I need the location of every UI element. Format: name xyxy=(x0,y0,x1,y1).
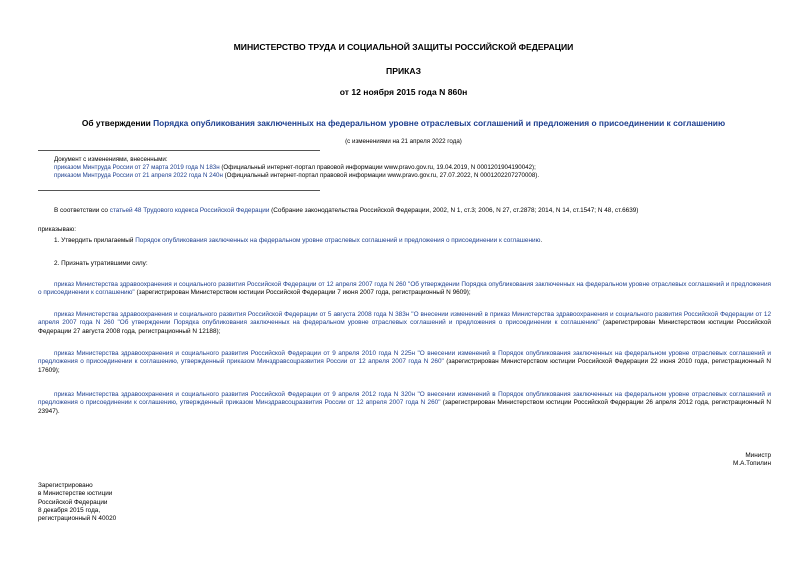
title-link[interactable]: Порядка опубликования заключенных на федеральном уровне отраслевых соглашений и предложения о присоединении к соглашению xyxy=(153,118,726,128)
ministry-heading: МИНИСТЕРСТВО ТРУДА И СОЦИАЛЬНОЙ ЗАЩИТЫ РОССИЙСКОЙ ФЕДЕРАЦИИ xyxy=(233,42,574,52)
doc-change-link-2[interactable]: приказом Минтруда России от 21 апреля 2022 года N 240н xyxy=(54,172,223,180)
divider-top xyxy=(38,150,320,151)
registration-line: регистрационный N 40020 xyxy=(38,515,117,523)
basis-link[interactable]: статьей 48 Трудового кодекса Российской Федерации xyxy=(109,207,270,214)
doc-changes-intro: Документ с изменениями, внесенными: xyxy=(54,156,168,163)
registration-line: в Министерстве юстиции xyxy=(38,490,113,498)
repealed-item xyxy=(38,391,771,416)
repealed-item xyxy=(38,350,771,375)
repealed-link-4[interactable]: приказ Министерства здравоохранения и социального развития Российской Федерации от 9 апреля 2012 года N 320н "О внесении изменений в Порядок опубликования заключенных на федеральном уровне отраслевых соглашений и предложения о присоединении к соглашению, утвержденный приказом Минздравсоцразвития России от 12 апреля 2007 года N 260" xyxy=(38,391,771,407)
doc-change-item xyxy=(54,172,774,180)
repealed-tail-4: (зарегистрирован Министерством юстиции Российской Федерации 26 апреля 2012 года, регистрационный N 23947). xyxy=(38,399,771,415)
doc-change-item xyxy=(54,164,774,172)
repealed-link-3[interactable]: приказ Министерства здравоохранения и социального развития Российской Федерации от 9 апреля 2010 года N 225н "О внесении изменений в Порядок опубликования заключенных на федеральном уровне отраслевых соглашений и предложения о присоединении к соглашению, утвержденный приказом Минздравсоцразвития России от 12 апреля 2007 года N 260" xyxy=(38,350,771,366)
doc-change-tail-1: (Официальный интернет-портал правовой информации www.pravo.gov.ru, 19.04.2019, N 0001201904190042); xyxy=(219,164,536,172)
doc-type-heading: ПРИКАЗ xyxy=(386,66,421,76)
item-1-suffix: . xyxy=(540,237,543,244)
registration-block xyxy=(38,482,116,524)
changes-note: (с изменениями на 21 апреля 2022 года) xyxy=(345,138,462,145)
doc-change-tail-2: (Официальный интернет-портал правовой информации www.pravo.gov.ru, 27.07.2022, N 0001202207270008). xyxy=(222,172,540,180)
repealed-tail-3: (зарегистрирован Министерством юстиции Российской Федерации 22 июня 2010 года, регистрационный N 17609); xyxy=(38,358,771,374)
basis-prefix: В соответствии со xyxy=(54,207,110,214)
doc-changes-block xyxy=(54,156,774,180)
title-prefix: Об утверждении xyxy=(81,118,154,128)
item-1-prefix: 1. Утвердить прилагаемый xyxy=(54,237,136,244)
repealed-item xyxy=(38,281,771,298)
basis-paragraph xyxy=(38,207,771,215)
item-2-paragraph: 2. Признать утратившими силу: xyxy=(54,260,148,267)
repealed-tail-2: (зарегистрирован Министерством юстиции Российской Федерации 27 августа 2008 года, регистрационный N 12188); xyxy=(38,319,771,335)
registration-line: Российской Федерации xyxy=(38,498,108,506)
item-1-paragraph xyxy=(38,237,771,245)
order-word: приказываю: xyxy=(38,226,76,233)
item-1-link[interactable]: Порядок опубликования заключенных на федеральном уровне отраслевых соглашений и предложения о присоединении к соглашению xyxy=(135,237,541,244)
divider-bottom xyxy=(38,190,320,191)
page-title xyxy=(0,118,807,129)
repealed-link-2[interactable]: приказ Министерства здравоохранения и социального развития Российской Федерации от 5 августа 2008 года N 383н "О внесении изменений в приказ Министерства здравоохранения и социального развития Российской Федерации от 12 апреля 2007 года N 260 "Об утверждении Порядка опубликования заключенных на федеральном уровне отраслевых соглашений и предложения о присоединении к соглашению" xyxy=(38,311,771,327)
signature-block xyxy=(733,452,771,469)
repealed-tail-1: (зарегистрирован Министерством юстиции Российской Федерации 7 июня 2007 года, регистрационный N 9609); xyxy=(134,289,471,297)
repealed-item xyxy=(38,311,771,336)
repealed-link-1[interactable]: приказ Министерства здравоохранения и социального развития Российской Федерации от 12 апреля 2007 года N 260 "Об утверждении Порядка опубликования заключенных на федеральном уровне отраслевых соглашений и предложения о присоединении к соглашению" xyxy=(38,281,771,297)
signature-name: М.А.Топилин xyxy=(733,460,771,468)
signature-position: Министр xyxy=(745,452,771,459)
doc-change-link-1[interactable]: приказом Минтруда России от 27 марта 2019 года N 183н xyxy=(54,164,220,172)
basis-suffix: (Собрание законодательства Российской Федерации, 2002, N 1, ст.3; 2006, N 27, ст.2878; 2014, N 14, ст.1547; N 48, ст.6639) xyxy=(269,207,639,214)
registration-line: 8 декабря 2015 года, xyxy=(38,506,101,514)
doc-date-number: от 12 ноября 2015 года N 860н xyxy=(339,87,468,97)
registration-line: Зарегистрировано xyxy=(38,482,93,489)
